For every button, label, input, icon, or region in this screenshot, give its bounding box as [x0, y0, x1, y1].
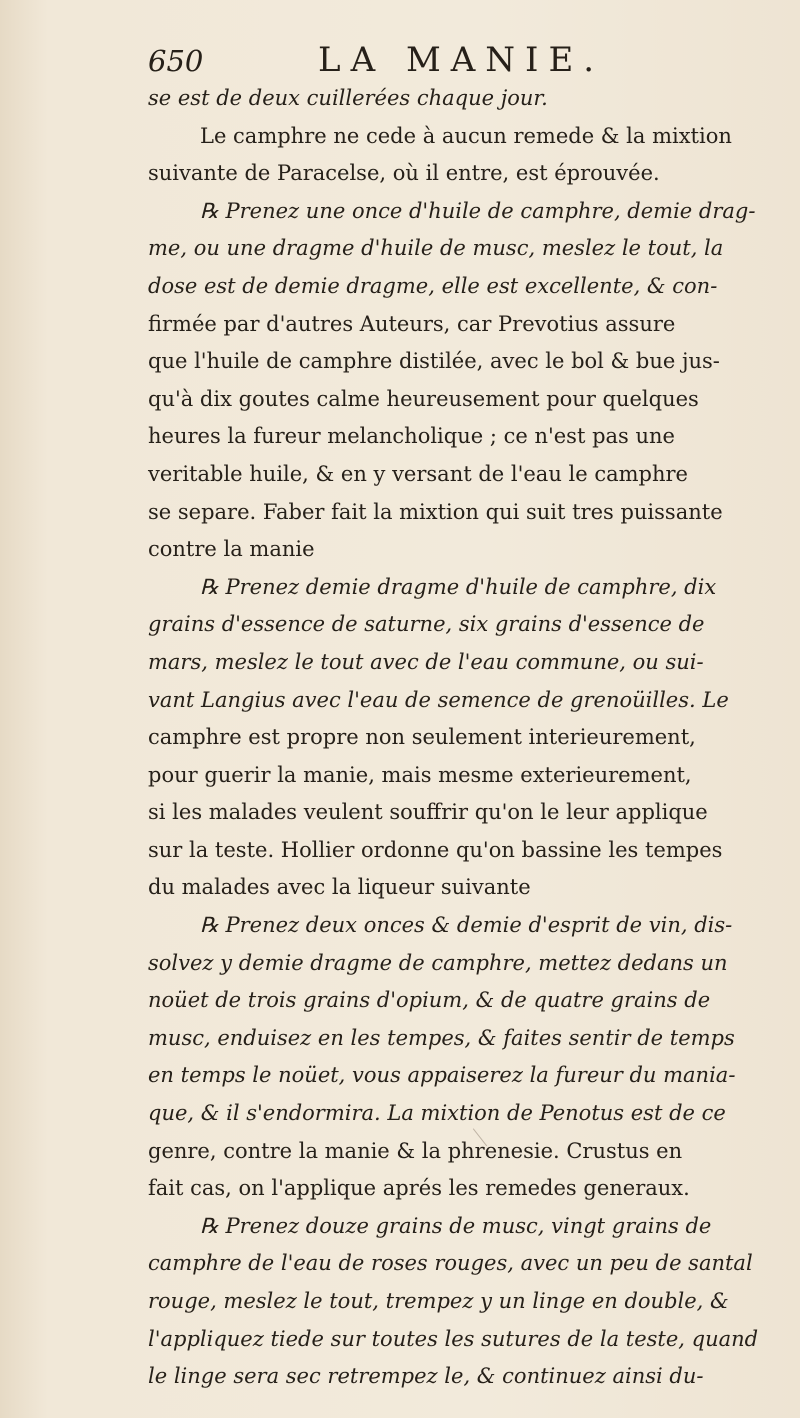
text-line: suivante de Paracelse, où il entre, est éprouvée.	[148, 161, 660, 186]
body-text	[148, 80, 770, 1396]
page-number: 650	[148, 44, 204, 78]
text-line: se est de deux cuillerées chaque jour.	[148, 86, 548, 110]
text-line: que, & il s'endormira. La mixtion de Penotus est de ce	[148, 1101, 726, 1126]
text-line: genre, contre la manie & la phrenesie. Crustus en	[148, 1138, 683, 1163]
text-line: si les malades veulent souffrir qu'on le leur applique	[148, 800, 708, 825]
text-line: noüet de trois grains d'opium, & de quatre grains de	[148, 988, 711, 1013]
text-line: en temps le noüet, vous appaiserez la fureur du mania-	[148, 1063, 736, 1088]
text-line: sur la teste. Hollier ordonne qu'on bassine les tempes	[148, 837, 723, 862]
text-line: heures la fureur melancholique ; ce n'est pas une	[148, 424, 675, 449]
text-line: veritable huile, & en y versant de l'eau le camphre	[148, 461, 688, 486]
text-line: mars, meslez le tout avec de l'eau commune, ou sui-	[148, 649, 704, 674]
running-title: LA MANIE.	[318, 40, 605, 80]
text-line: l'appliquez tiede sur toutes les sutures de la teste, quand	[148, 1326, 759, 1351]
text-line: qu'à dix goutes calme heureusement pour quelques	[148, 386, 699, 411]
text-line: solvez y demie dragme de camphre, mettez dedans un	[148, 950, 728, 975]
text-line: camphre de l'eau de roses rouges, avec un peu de santal	[148, 1251, 753, 1276]
text-line: me, ou une dragme d'huile de musc, meslez le tout, la	[148, 236, 724, 261]
text-line: dose est de demie dragme, elle est excellente, & con-	[148, 273, 718, 298]
text-line: se separe. Faber fait la mixtion qui suit tres puissante	[148, 499, 723, 524]
text-line: ℞ Prenez deux onces & demie d'esprit de vin, dis-	[200, 913, 733, 938]
text-line: le linge sera sec retrempez le, & continuez ainsi du-	[148, 1364, 704, 1389]
text-line: musc, enduisez en les tempes, & faites sentir de temps	[148, 1025, 735, 1050]
text-line: du malades avec la liqueur suivante	[148, 875, 531, 900]
text-line: contre la manie	[148, 537, 315, 562]
text-line: Le camphre ne cede à aucun remede & la mixtion	[200, 123, 732, 148]
text-line: grains d'essence de saturne, six grains d'essence de	[148, 612, 705, 637]
text-line: rouge, meslez le tout, trempez y un linge en double, &	[148, 1289, 729, 1313]
text-line: fait cas, on l'applique aprés les remedes generaux.	[148, 1176, 690, 1201]
text-line: que l'huile de camphre distilée, avec le bol & bue jus-	[148, 349, 720, 374]
text-line: ℞ Prenez demie dragme d'huile de camphre, dix	[200, 574, 717, 599]
text-line: camphre est propre non seulement interieurement,	[148, 725, 696, 750]
text-line: ℞ Prenez une once d'huile de camphre, demie drag-	[200, 198, 756, 223]
text-line: vant Langius avec l'eau de semence de grenoüilles. Le	[148, 687, 729, 712]
text-line: ℞ Prenez douze grains de musc, vingt grains de	[200, 1213, 712, 1238]
page-header	[148, 40, 708, 84]
text-line: firmée par d'autres Auteurs, car Prevotius assure	[148, 311, 676, 336]
text-line: pour guerir la manie, mais mesme exterieurement,	[148, 762, 692, 787]
